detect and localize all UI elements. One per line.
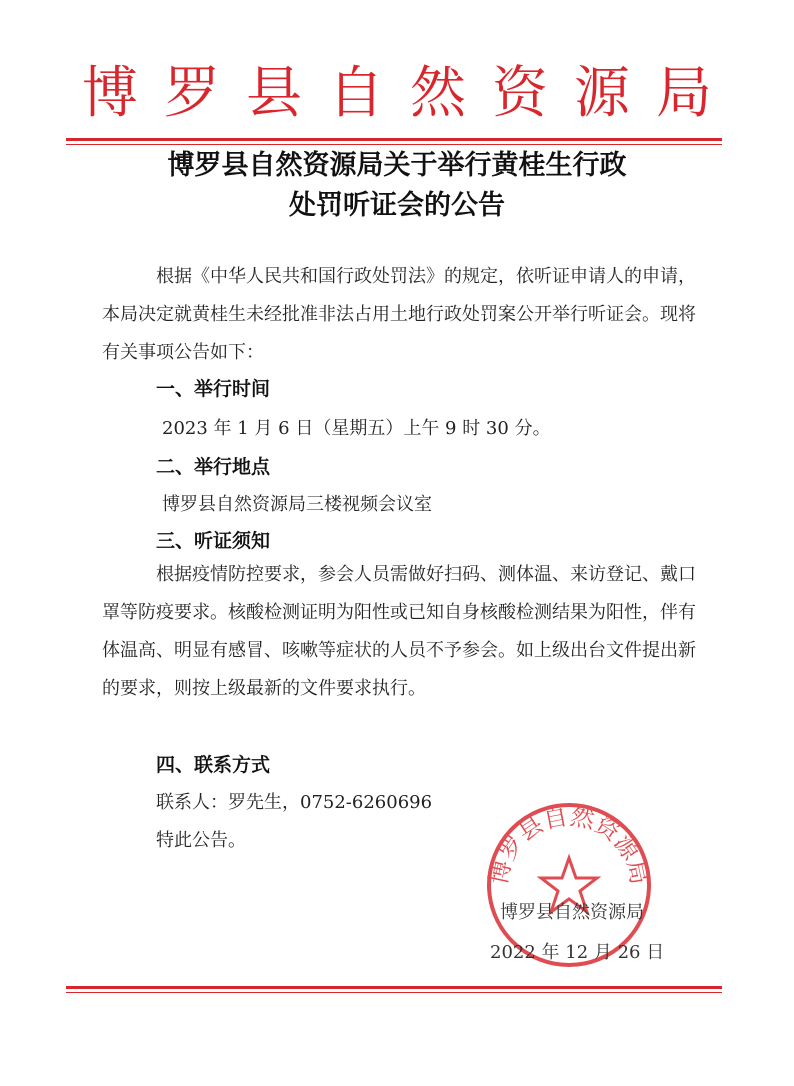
- section-heading-notice: 三、听证须知: [156, 530, 271, 552]
- letterhead-title: 博罗县自然资源局: [82, 61, 738, 126]
- intro-paragraph: 根据《中华人民共和国行政处罚法》的规定，依听证申请人的申请，本局决定就黄桂生未经批准非法占用土地行政处罚案公开举行听证会。现将有关事项公告如下：: [102, 266, 696, 363]
- footer-rule-thin: [66, 992, 722, 993]
- footer-rule-thick: [66, 986, 722, 989]
- letterhead-rule-thin: [66, 144, 722, 145]
- section-heading-location: 二、举行地点: [156, 456, 271, 478]
- section-heading-contact: 四、联系方式: [156, 754, 271, 776]
- section-text-contact: 联系人：罗先生，0752-6260696: [156, 792, 433, 813]
- closing-text: 特此公告。: [156, 830, 246, 851]
- svg-text:博罗县自然资源局: [484, 802, 653, 887]
- seal-text: 博罗县自然资源局: [484, 802, 654, 887]
- signature-org: 博罗县自然资源局: [500, 902, 644, 923]
- notice-title-line1: 博罗县自然资源局关于举行黄桂生行政: [167, 150, 627, 181]
- letterhead-rule-thick: [66, 138, 722, 141]
- section-text-time: 2023 年 1 月 6 日（星期五）上午 9 时 30 分。: [162, 418, 551, 439]
- section-text-notice: 根据疫情防控要求，参会人员需做好扫码、测体温、来访登记、戴口罩等防疫要求。核酸检测证明为阳性或已知自身核酸检测结果为阳性，伴有体温高、明显有感冒、咳嗽等症状的人员不予参会。如上级出台文件提出新的要求，则按上级最新的文件要求执行。: [102, 564, 696, 699]
- section-text-location: 博罗县自然资源局三楼视频会议室: [162, 494, 432, 515]
- signature-date: 2022 年 12 月 26 日: [490, 942, 665, 963]
- notice-title-line2: 处罚听证会的公告: [289, 190, 505, 221]
- section-heading-time: 一、举行时间: [156, 378, 271, 400]
